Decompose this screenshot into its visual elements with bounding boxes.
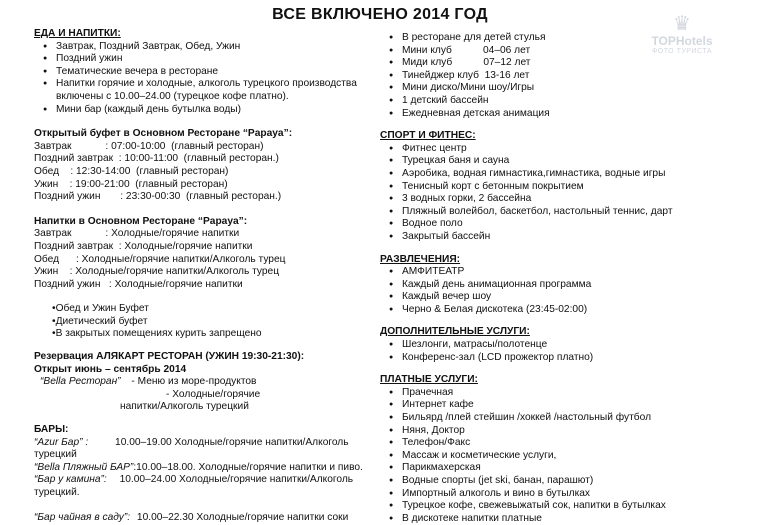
- entertainment-list: [380, 266, 710, 316]
- schedule-row: Поздний ужин : 23:30-00:30 (главный ресторан.): [34, 191, 282, 203]
- restaurant-name: “Bella Ресторан”: [40, 376, 121, 388]
- schedule-row: Завтрак : 07:00-10:00 (главный ресторан): [34, 140, 264, 152]
- list-item: ● Шезлонги, матрасы/полотенце: [380, 339, 710, 352]
- bar-text-cont: турецкий: [34, 449, 77, 461]
- list-item: ● Каждый день анимационная программа: [380, 279, 710, 292]
- list-item: ● Турецкое кофе, свежевыжатый сок, напитки в бутылках: [380, 500, 710, 513]
- list-item: ● Няня, Доктор: [380, 425, 710, 438]
- list-item: ● Закрытый бассейн: [380, 231, 710, 244]
- list-item: ● Тинейджер клуб 13-16 лет: [380, 70, 710, 83]
- list-item: ● Прачечная: [380, 387, 710, 400]
- list-item: ● Водные спорты (jet ski, банан, парашют): [380, 475, 710, 488]
- bar-name: “Бар чайная в саду”:: [34, 511, 131, 523]
- list-item: ● Турецкая баня и сауна: [380, 155, 710, 168]
- drinks-heading: Напитки в Основном Ресторане “Papaya”:: [34, 215, 248, 227]
- bar-name: “Бар у камина”:: [34, 474, 107, 486]
- paid-heading: ПЛАТНЫЕ УСЛУГИ:: [380, 374, 478, 386]
- drinks-row: Завтрак : Холодные/горячие напитки: [34, 228, 240, 240]
- page-title: ВСЕ ВКЛЮЧЕНО 2014 ГОД: [272, 6, 488, 23]
- bar-text-cont: турецкий.: [34, 487, 80, 498]
- drinks-row: Обед : Холодные/горячие напитки/Алкоголь турец: [34, 253, 286, 265]
- list-item: ● Импортный алкоголь и вино в бутылках: [380, 488, 710, 501]
- list-item: ● Напитки горячие и холодные, алкоголь турецкого производства включены с 10.00–24.00 (турецкое кофе платно).: [34, 78, 364, 103]
- list-item: ● Миди клуб 07–12 лет: [380, 57, 710, 70]
- drinks-row: Поздний завтрак : Холодные/горячие напитки: [34, 240, 253, 252]
- list-item: ● Водное поло: [380, 218, 710, 231]
- bar-name: “Azur Бар” :: [34, 436, 89, 448]
- list-item: ● Завтрак, Поздний Завтрак, Обед, Ужин: [34, 41, 364, 54]
- note-item: •Диетический буфет: [52, 315, 148, 327]
- list-item: ● Пляжный волейбол, баскетбол, настольный теннис, дарт: [380, 206, 710, 219]
- list-item: ● Бильярд /плей стейшин /хоккей /настольный футбол: [380, 412, 710, 425]
- restaurant-drinks-cont: напитки/Алкоголь турецкий: [120, 401, 249, 413]
- list-item: ● Интернет кафе: [380, 399, 710, 412]
- list-item: ● Тематические вечера в ресторане: [34, 66, 364, 79]
- sport-list: [380, 143, 710, 244]
- bar-entry: [34, 437, 364, 450]
- list-item: ● Конференс-зал (LCD прожектор платно): [380, 352, 710, 365]
- list-item: ● АМФИТЕАТР: [380, 266, 710, 279]
- list-item: ● В ресторане для детей стулья: [380, 32, 710, 45]
- alacarte-heading: Резервация АЛЯКАРТ РЕСТОРАН (УЖИН 19:30-21:30):: [34, 351, 305, 363]
- list-item: ● Черно & Белая дискотека (23:45-02:00): [380, 304, 710, 317]
- bar-text: 10.00–24.00 Холодные/горячие напитки/Алкоголь: [119, 474, 354, 486]
- notes-list: [34, 303, 364, 341]
- list-item: ● Мини бар (каждый день бутылка воды): [34, 104, 364, 117]
- bar-entry: [34, 462, 364, 475]
- crown-icon: ♛: [673, 13, 691, 35]
- kids-list: [380, 32, 710, 120]
- buffet-heading: Открытый буфет в Основном Ресторане “Papaya”:: [34, 128, 293, 140]
- schedule-row: Поздний завтрак : 10:00-11:00 (главный ресторан.): [34, 153, 279, 165]
- restaurant-drinks: - Холодные/горячие: [166, 388, 261, 400]
- list-item: ● Поздний ужин: [34, 53, 364, 66]
- entertainment-heading: РАЗВЛЕЧЕНИЯ:: [380, 253, 461, 265]
- watermark-brand: TOPHotels: [651, 34, 713, 48]
- drinks-row: Поздний ужин : Холодные/горячие напитки: [34, 278, 243, 290]
- bar-text: 10.00–19.00 Холодные/горячие напитки/Алкоголь: [115, 436, 349, 448]
- drinks-row: Ужин : Холодные/горячие напитки/Алкоголь турец: [34, 266, 280, 278]
- sport-heading: СПОРТ И ФИТНЕС:: [380, 130, 476, 142]
- watermark-subtitle: ФОТО ТУРИСТА: [651, 48, 713, 55]
- list-item: ● Массаж и косметические услуги,: [380, 450, 710, 463]
- extra-heading: ДОПОЛНИТЕЛЬНЫЕ УСЛУГИ:: [380, 326, 530, 338]
- left-column: [34, 28, 364, 524]
- list-item: ● Мини клуб 04–06 лет: [380, 45, 710, 58]
- paid-list: [380, 387, 710, 525]
- schedule-row: Обед : 12:30-14:00 (главный ресторан): [34, 165, 229, 177]
- bar-name: “Bella Пляжный БАР”: [34, 461, 134, 473]
- right-column: [380, 32, 710, 525]
- list-item: ● 1 детский бассейн: [380, 95, 710, 108]
- restaurant-menu: - Меню из море-продуктов: [131, 376, 257, 388]
- bar-entry: [34, 474, 364, 487]
- list-item: ● Мини диско/Мини шоу/Игры: [380, 82, 710, 95]
- extra-list: [380, 339, 710, 364]
- list-item: ● Ежедневная детская анимация: [380, 108, 710, 121]
- note-item: •В закрытых помещениях курить запрещено: [52, 328, 262, 340]
- note-item: •Обед и Ужин Буфет: [52, 303, 149, 315]
- list-item: ● Телефон/Факс: [380, 437, 710, 450]
- list-item: ● Каждый вечер шоу: [380, 291, 710, 304]
- alacarte-season: Открыт июнь – сентябрь 2014: [34, 363, 187, 375]
- bar-entry: [34, 512, 364, 525]
- alacarte-row: [34, 376, 364, 389]
- food-heading: ЕДА И НАПИТКИ:: [34, 28, 121, 39]
- bar-text: 10.00–22.30 Холодные/горячие напитки соки: [136, 511, 349, 523]
- list-item: ● 3 водных горки, 2 бассейна: [380, 193, 710, 206]
- list-item: ● В дискотеке напитки платные: [380, 513, 710, 525]
- bars-heading: БАРЫ:: [34, 424, 69, 436]
- list-item: ● Аэробика, водная гимнастика,гимнастика, водные игры: [380, 168, 710, 181]
- schedule-row: Ужин : 19:00-21:00 (главный ресторан): [34, 178, 228, 190]
- list-item: ● Парикмахерская: [380, 462, 710, 475]
- list-item: ● Фитнес центр: [380, 143, 710, 156]
- list-item: ● Тенисный корт с бетонным покрытием: [380, 181, 710, 194]
- food-list: [34, 41, 364, 117]
- bar-text: :10.00–18.00. Холодные/горячие напитки и пиво.: [133, 461, 363, 473]
